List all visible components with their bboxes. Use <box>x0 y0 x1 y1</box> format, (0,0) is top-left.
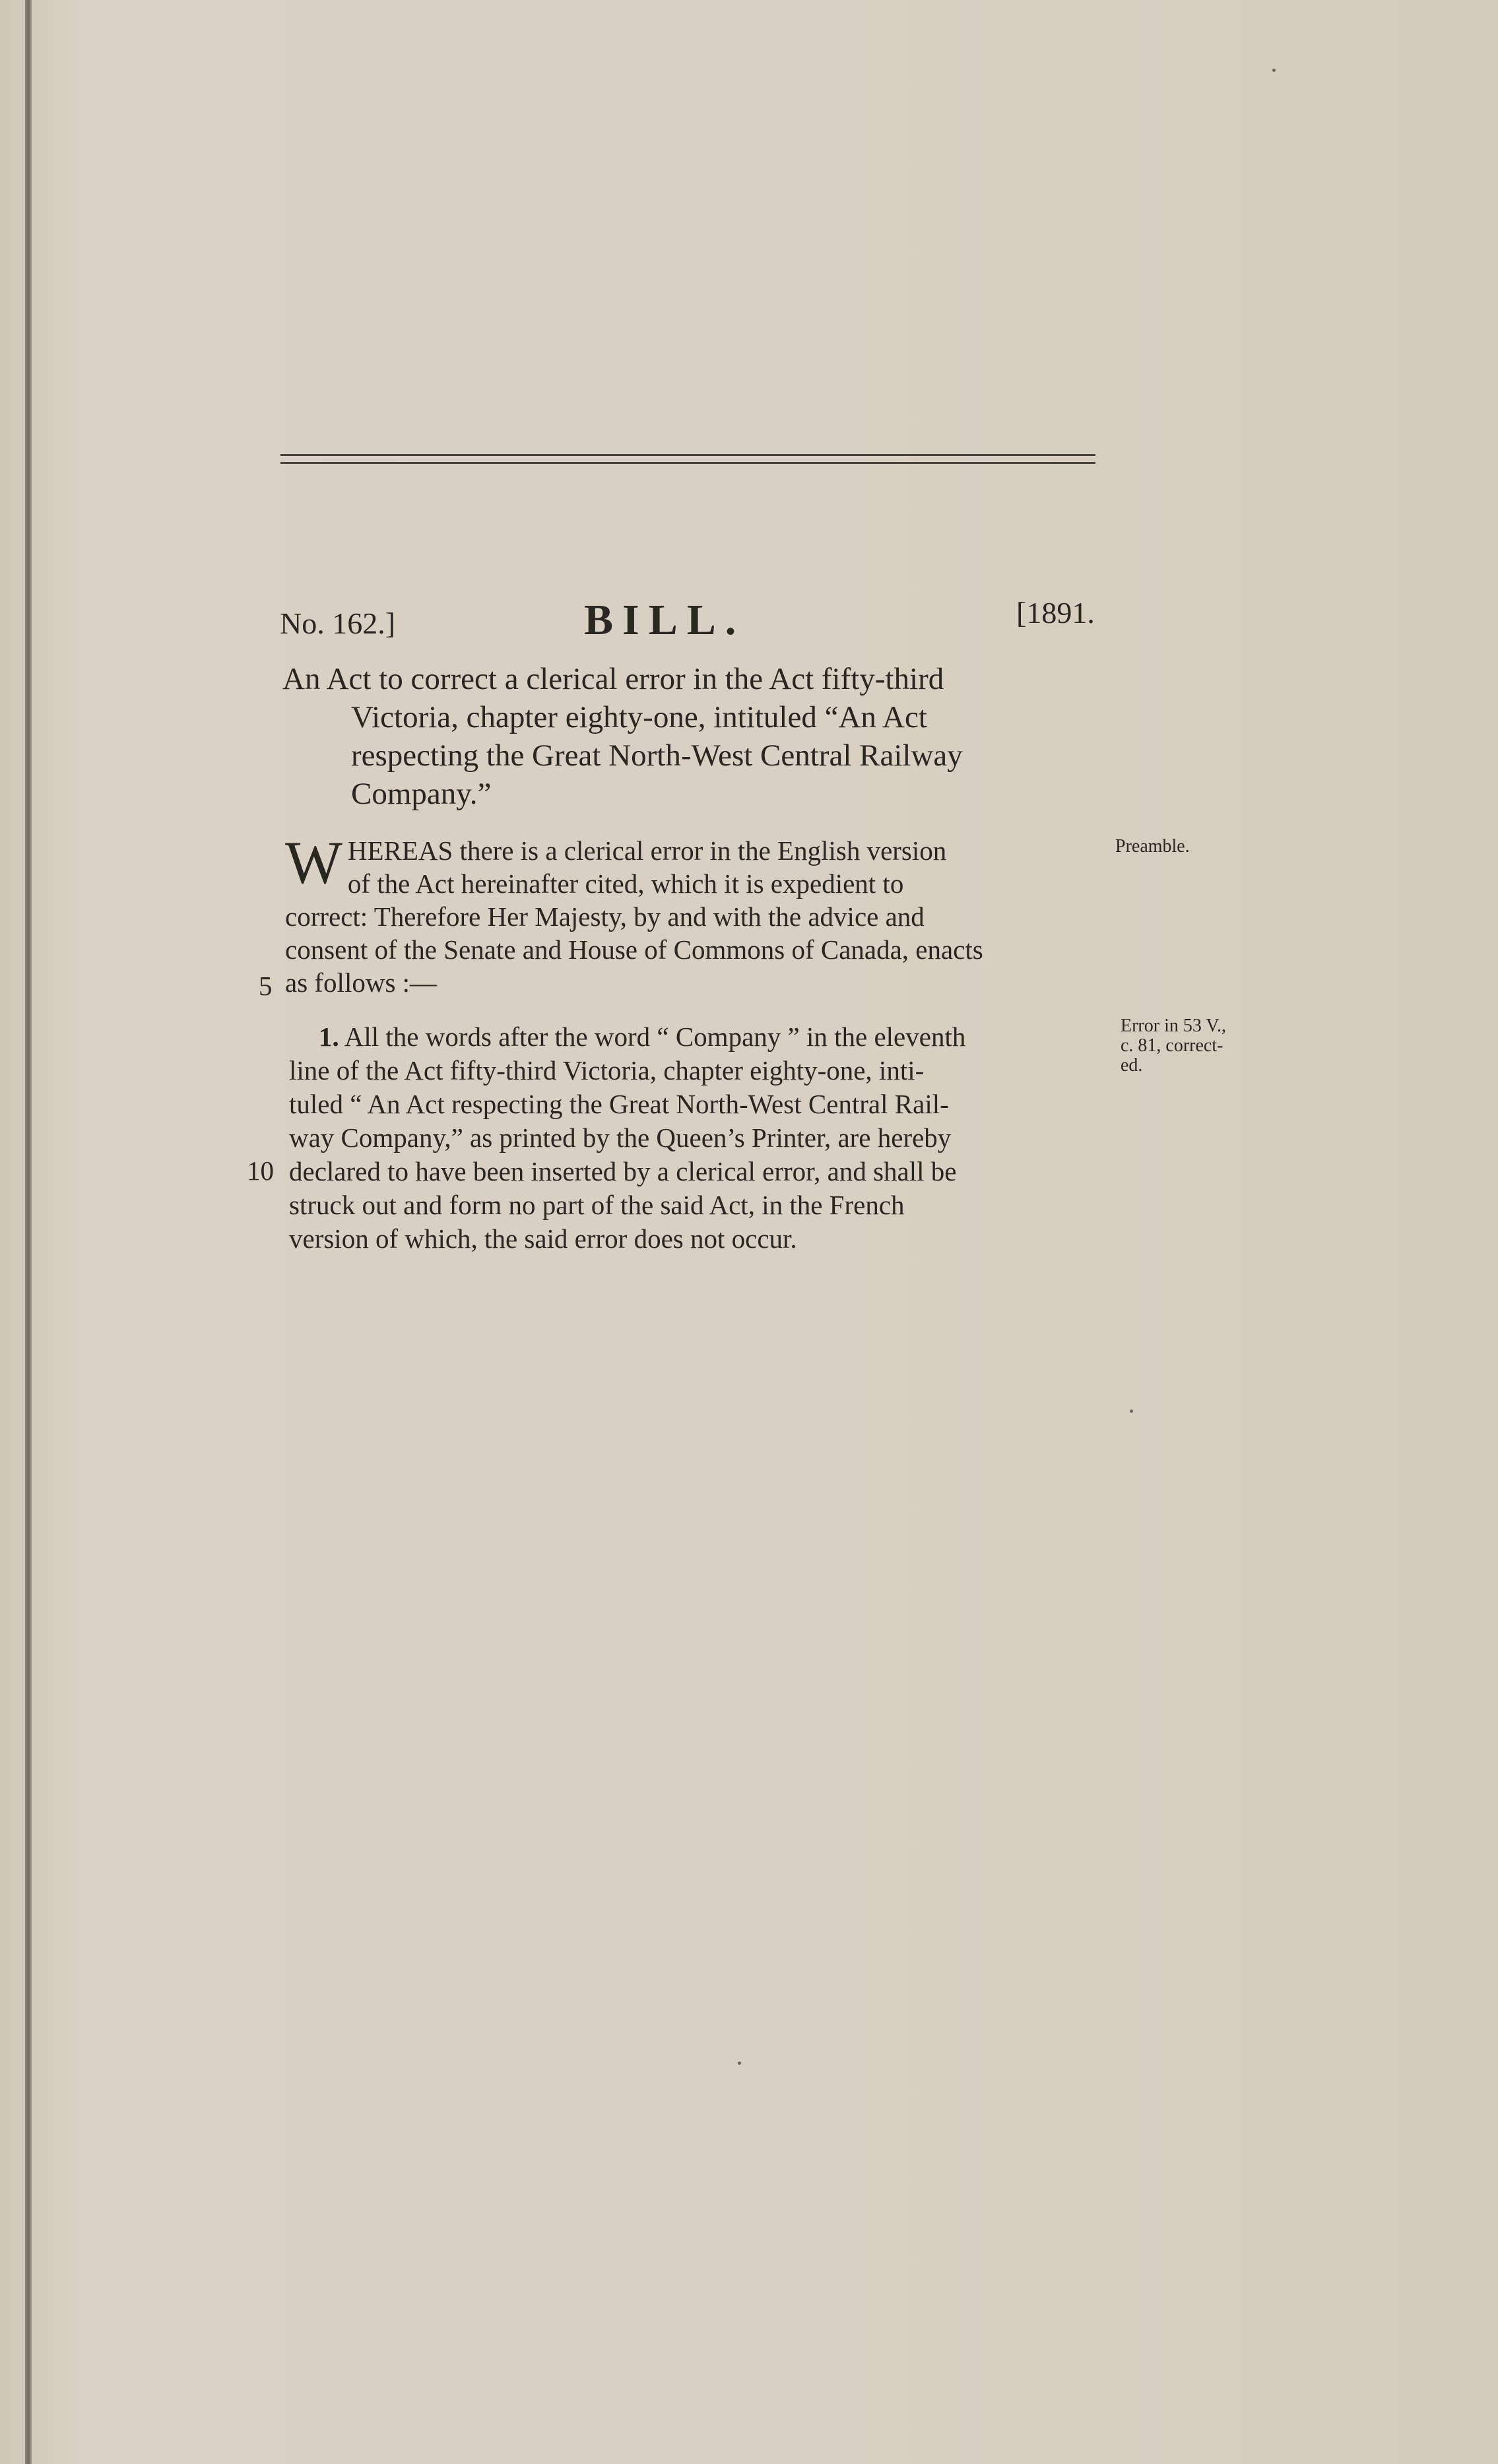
section-line-text: All the words after the word “ Company ” in the eleventh <box>344 1021 966 1052</box>
preamble-line: HEREAS there is a clerical error in the English version <box>347 835 947 866</box>
sidenote-line: ed. <box>1121 1055 1143 1076</box>
bill-number: No. 162.] <box>280 606 396 640</box>
preamble <box>285 829 1103 999</box>
preamble-line: of the Act hereinafter cited, which it is expedient to <box>347 868 904 899</box>
section-line: line of the Act fifty-third Victoria, chapter eighty-one, inti- <box>289 1055 925 1086</box>
section-line: tuled “ An Act respecting the Great North-West Central Rail- <box>289 1089 949 1119</box>
sidenote-error <box>1121 1016 1226 1076</box>
section-1 <box>289 1020 1114 1256</box>
title-line: respecting the Great North-West Central Railway <box>351 738 963 773</box>
page-spine-edge <box>25 0 32 2464</box>
title-line: Company.” <box>351 777 492 811</box>
section-number: 1. <box>319 1021 339 1052</box>
bill-year: [1891. <box>1016 596 1095 630</box>
paper-speck <box>738 2061 741 2065</box>
title-line: An Act to correct a clerical error in the Act fifty-third <box>282 662 944 696</box>
bill-heading: BILL. <box>584 596 746 644</box>
preamble-line: as follows :— <box>285 967 438 998</box>
sidenote-line: c. 81, correct- <box>1121 1035 1223 1056</box>
top-rule-upper <box>280 454 1095 456</box>
preamble-line: consent of the Senate and House of Commons of Canada, enacts <box>285 934 983 965</box>
line-number-10: 10 <box>247 1155 274 1186</box>
preamble-line: correct: Therefore Her Majesty, by and with the advice and <box>285 901 925 932</box>
section-line: way Company,” as printed by the Queen’s Printer, are hereby <box>289 1122 952 1153</box>
section-line: version of which, the said error does not occur. <box>289 1223 797 1254</box>
paper-speck <box>1272 69 1276 72</box>
sidenote-line: Error in 53 V., <box>1121 1016 1226 1036</box>
line-number-5: 5 <box>259 971 273 1001</box>
bill-title <box>282 660 1114 813</box>
title-line: Victoria, chapter eighty-one, intituled “An Act <box>351 700 927 734</box>
section-line <box>289 1020 1114 1054</box>
sidenote-preamble: Preamble. <box>1115 836 1190 857</box>
section-line: struck out and form no part of the said Act, in the French <box>289 1190 905 1220</box>
drop-cap: W <box>285 829 342 896</box>
top-rule-lower <box>280 462 1095 464</box>
paper-speck <box>1130 1410 1133 1413</box>
section-line: declared to have been inserted by a clerical error, and shall be <box>289 1156 957 1186</box>
